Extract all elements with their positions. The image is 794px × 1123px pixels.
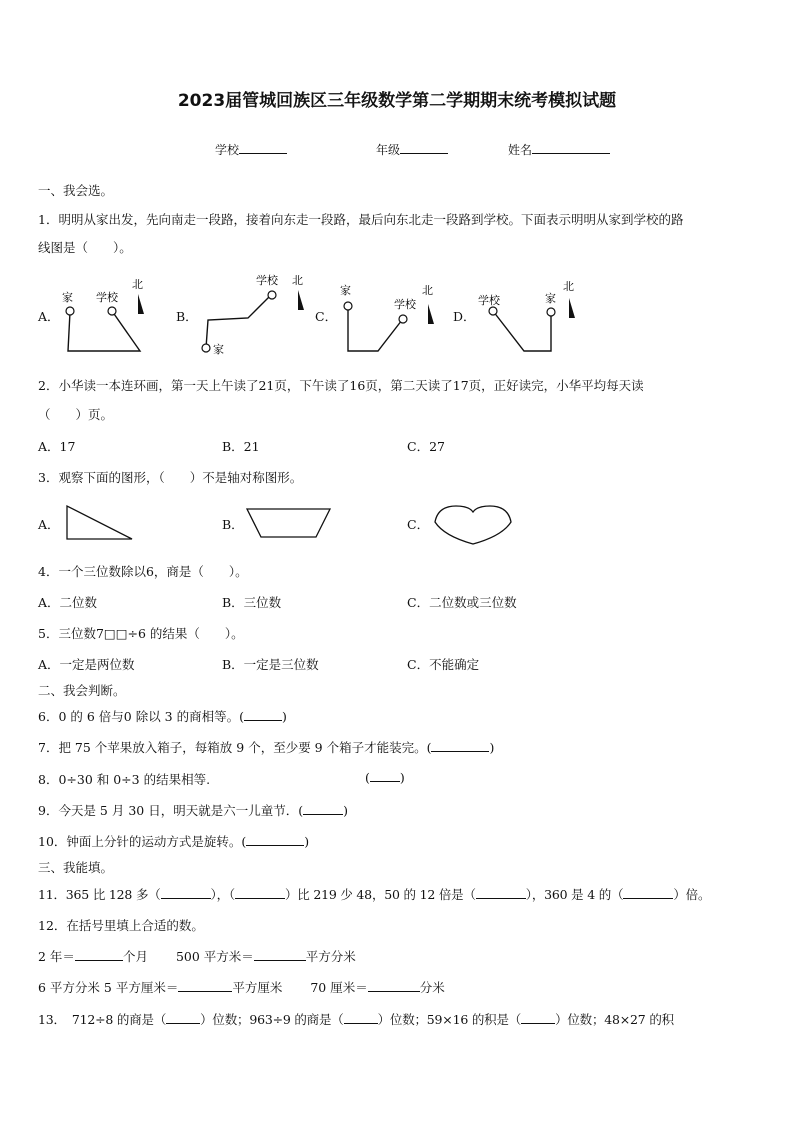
name-label: 姓名 (508, 143, 533, 157)
north-arrow-icon (569, 298, 575, 318)
q12-stem: 12．在括号里填上合适的数。 (38, 918, 204, 933)
q5-stem: 5．三位数7□□÷6 的结果（ ）。 (38, 626, 244, 641)
q3-trapezoid-shape (244, 506, 334, 540)
answer-blank[interactable] (521, 1023, 555, 1024)
answer-blank[interactable] (476, 898, 526, 899)
q3-option-b-label[interactable]: B． (222, 517, 244, 532)
school-label-c: 学校 (394, 298, 416, 311)
school-label-a: 学校 (96, 291, 118, 304)
q12-row1: 2 年＝ 个月 500 平方米＝ 平方分米 (38, 949, 356, 964)
school-label-b: 学校 (256, 274, 278, 287)
north-label: 北 (132, 278, 143, 291)
q13: 13． 712÷8 的商是（ ）位数；963÷9 的商是（ ）位数；59×16 的积是（ ）位数；48×27 的积 (38, 1012, 674, 1027)
answer-blank[interactable] (244, 720, 282, 721)
north-label: 北 (563, 280, 574, 293)
judge-question-9: 9．今天是 5 月 30 日，明天就是六一儿童节．( ) (38, 803, 348, 818)
q3-option-a-label[interactable]: A． (38, 517, 60, 532)
section-heading-2: 二、我会判断。 (38, 683, 126, 698)
q1-option-c-label[interactable]: C． (315, 309, 338, 324)
q4-option-c[interactable]: C．二位数或三位数 (407, 595, 517, 610)
q2-stem-line2: （ ）页。 (38, 407, 114, 422)
section-heading-3: 三、我能填。 (38, 860, 114, 875)
q4-option-a[interactable]: A．二位数 (38, 595, 98, 610)
q2-option-a[interactable]: A．17 (38, 439, 76, 454)
q2-option-c[interactable]: C．27 (407, 439, 445, 454)
answer-blank[interactable] (246, 845, 304, 846)
north-arrow-icon (138, 294, 144, 314)
answer-blank[interactable] (178, 991, 232, 992)
home-label: 家 (545, 292, 556, 305)
q2-option-b[interactable]: B．21 (222, 439, 260, 454)
judge-question-8-answer: ( ) (365, 770, 405, 785)
answer-blank[interactable] (623, 898, 673, 899)
answer-blank[interactable] (370, 781, 400, 782)
q3-heart-shape (432, 500, 514, 546)
page-title: 2023届管城回族区三年级数学第二学期期末统考模拟试题 (177, 91, 617, 111)
q1-option-d-label[interactable]: D． (453, 309, 476, 324)
q1-stem-line2: 线图是（ ）。 (38, 240, 132, 255)
q1-option-a-label[interactable]: A． (38, 309, 60, 324)
home-label: 家 (62, 291, 73, 304)
answer-blank[interactable] (166, 1023, 200, 1024)
name-field (508, 141, 610, 158)
q1-option-c-diagram (336, 270, 446, 360)
north-label: 北 (292, 274, 303, 287)
q3-stem: 3．观察下面的图形，（ ）不是轴对称图形。 (38, 470, 303, 485)
grade-field (376, 141, 448, 158)
q2-stem-line1: 2．小华读一本连环画，第一天上午读了21页，下午读了16页，第二天读了17页，正好读完，小华平均每天读 (38, 378, 644, 393)
judge-question-7: 7．把 75 个苹果放入箱子，每箱放 9 个，至少要 9 个箱子才能装完。( ) (38, 740, 495, 755)
grade-blank[interactable] (400, 153, 448, 154)
school-label-d: 学校 (478, 294, 500, 307)
q5-option-c[interactable]: C．不能确定 (407, 657, 480, 672)
judge-question-6: 6．0 的 6 倍与0 除以 3 的商相等。( ) (38, 709, 287, 724)
q4-stem: 4．一个三位数除以6，商是（ ）。 (38, 564, 248, 579)
answer-blank[interactable] (431, 751, 489, 752)
home-label: 家 (213, 343, 224, 356)
school-field (215, 141, 287, 158)
judge-question-8: 8．0÷30 和 0÷3 的结果相等. (38, 772, 211, 787)
school-label: 学校 (215, 143, 240, 157)
q5-option-b[interactable]: B．一定是三位数 (222, 657, 319, 672)
q1-option-b-diagram (198, 270, 310, 360)
q1-option-d-diagram (476, 270, 586, 360)
home-label: 家 (340, 284, 351, 297)
q3-option-c-label[interactable]: C． (407, 517, 430, 532)
name-blank[interactable] (532, 153, 610, 154)
q5-option-a[interactable]: A．一定是两位数 (38, 657, 135, 672)
grade-label: 年级 (376, 143, 401, 157)
q4-option-b[interactable]: B．三位数 (222, 595, 282, 610)
q1-stem-line1: 1．明明从家出发，先向南走一段路，接着向东走一段路，最后向东北走一段路到学校。下面表示明明从家到学校的路 (38, 212, 684, 227)
q3-right-triangle-shape (64, 503, 134, 543)
judge-question-10: 10．钟面上分针的运动方式是旋转。( ) (38, 834, 310, 849)
q12-row2: 6 平方分米 5 平方厘米＝ 平方厘米 70 厘米＝ 分米 (38, 980, 445, 995)
q11: 11．365 比 128 多（ ），（ ）比 219 少 48，50 的 12 倍是（ ），360 是 4 的（ ）倍。 (38, 887, 711, 902)
answer-blank[interactable] (368, 991, 420, 992)
answer-blank[interactable] (161, 898, 211, 899)
answer-blank[interactable] (254, 960, 306, 961)
north-arrow-icon (428, 304, 434, 324)
north-label: 北 (422, 284, 433, 297)
q1-option-a-diagram (58, 270, 158, 360)
north-arrow-icon (298, 290, 304, 310)
q1-option-b-label[interactable]: B． (176, 309, 198, 324)
answer-blank[interactable] (303, 814, 343, 815)
answer-blank[interactable] (75, 960, 123, 961)
answer-blank[interactable] (344, 1023, 378, 1024)
answer-blank[interactable] (235, 898, 285, 899)
school-blank[interactable] (239, 153, 287, 154)
section-heading-1: 一、我会选。 (38, 183, 114, 198)
